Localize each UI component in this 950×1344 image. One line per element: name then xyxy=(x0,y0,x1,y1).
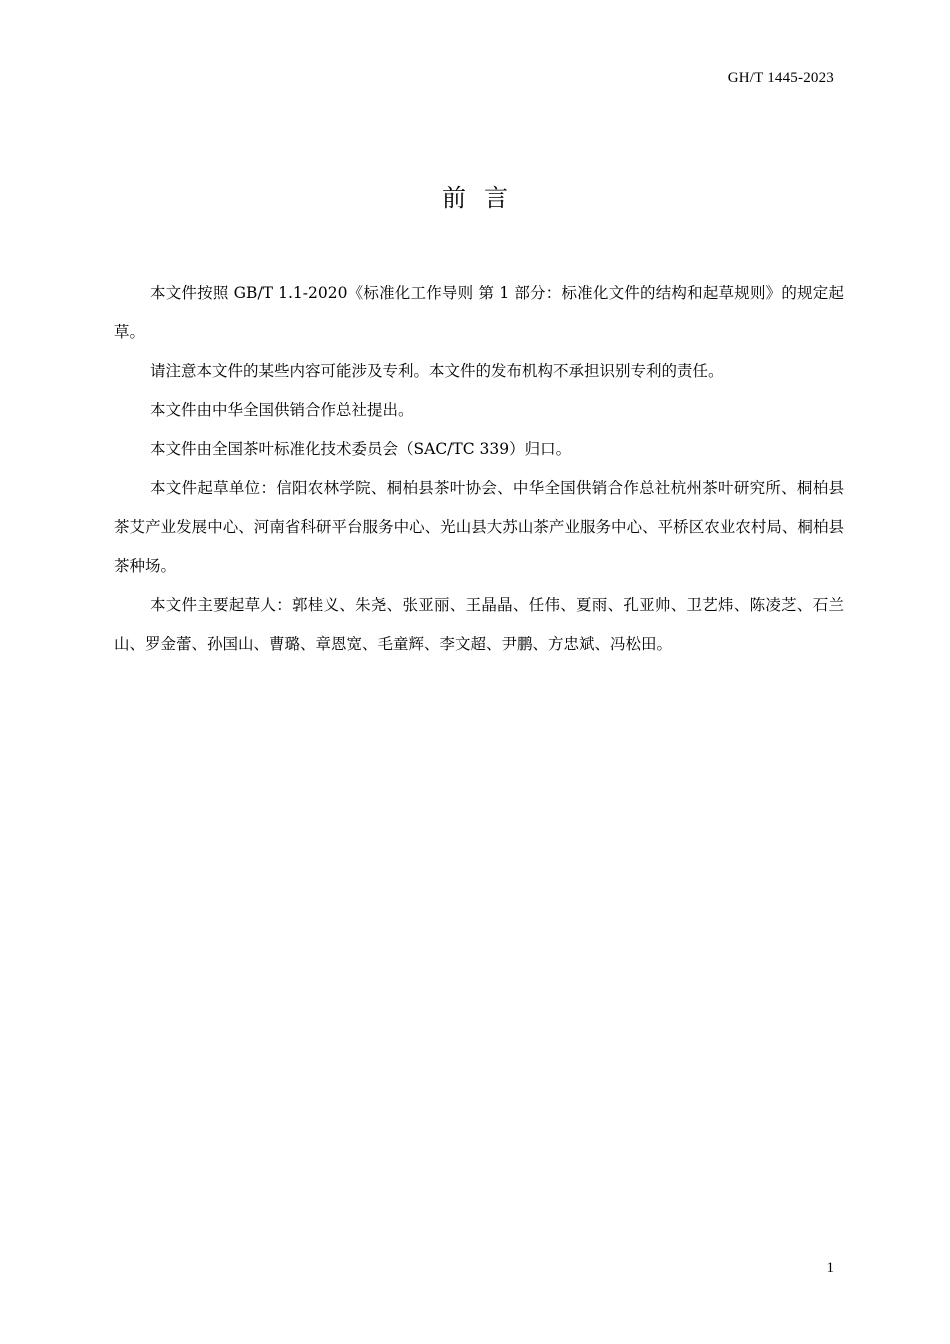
page-title: 前言 xyxy=(442,184,526,212)
paragraph-drafting-basis: 本文件按照 GB/T 1.1-2020《标准化工作导则 第 1 部分：标准化文件的结构和起草规则》的规定起草。 xyxy=(114,284,844,341)
paragraph-centralized-unit: 本文件由全国茶叶标准化技术委员会（SAC/TC 339）归口。 xyxy=(150,440,572,458)
paragraph-patent-notice: 请注意本文件的某些内容可能涉及专利。本文件的发布机构不承担识别专利的责任。 xyxy=(150,362,724,380)
paragraph-drafting-units: 本文件起草单位：信阳农林学院、桐柏县茶叶协会、中华全国供销合作总社杭州茶叶研究所、桐柏县茶艾产业发展中心、河南省科研平台服务中心、光山县大苏山茶产业服务中心、平桥区农业农村局、桐柏县茶种场。 xyxy=(114,479,844,575)
paragraph-main-drafters: 本文件主要起草人：郭桂义、朱尧、张亚丽、王晶晶、任伟、夏雨、孔亚帅、卫艺炜、陈凌芝、石兰山、罗金蕾、孙国山、曹璐、章恩宽、毛童辉、李文超、尹鹏、方忠斌、冯松田。 xyxy=(114,596,844,653)
document-body xyxy=(114,274,844,664)
paragraph-proposer: 本文件由中华全国供销合作总社提出。 xyxy=(150,401,414,419)
page-number: 1 xyxy=(826,1260,834,1276)
document-code: GH/T 1445-2023 xyxy=(727,70,834,86)
